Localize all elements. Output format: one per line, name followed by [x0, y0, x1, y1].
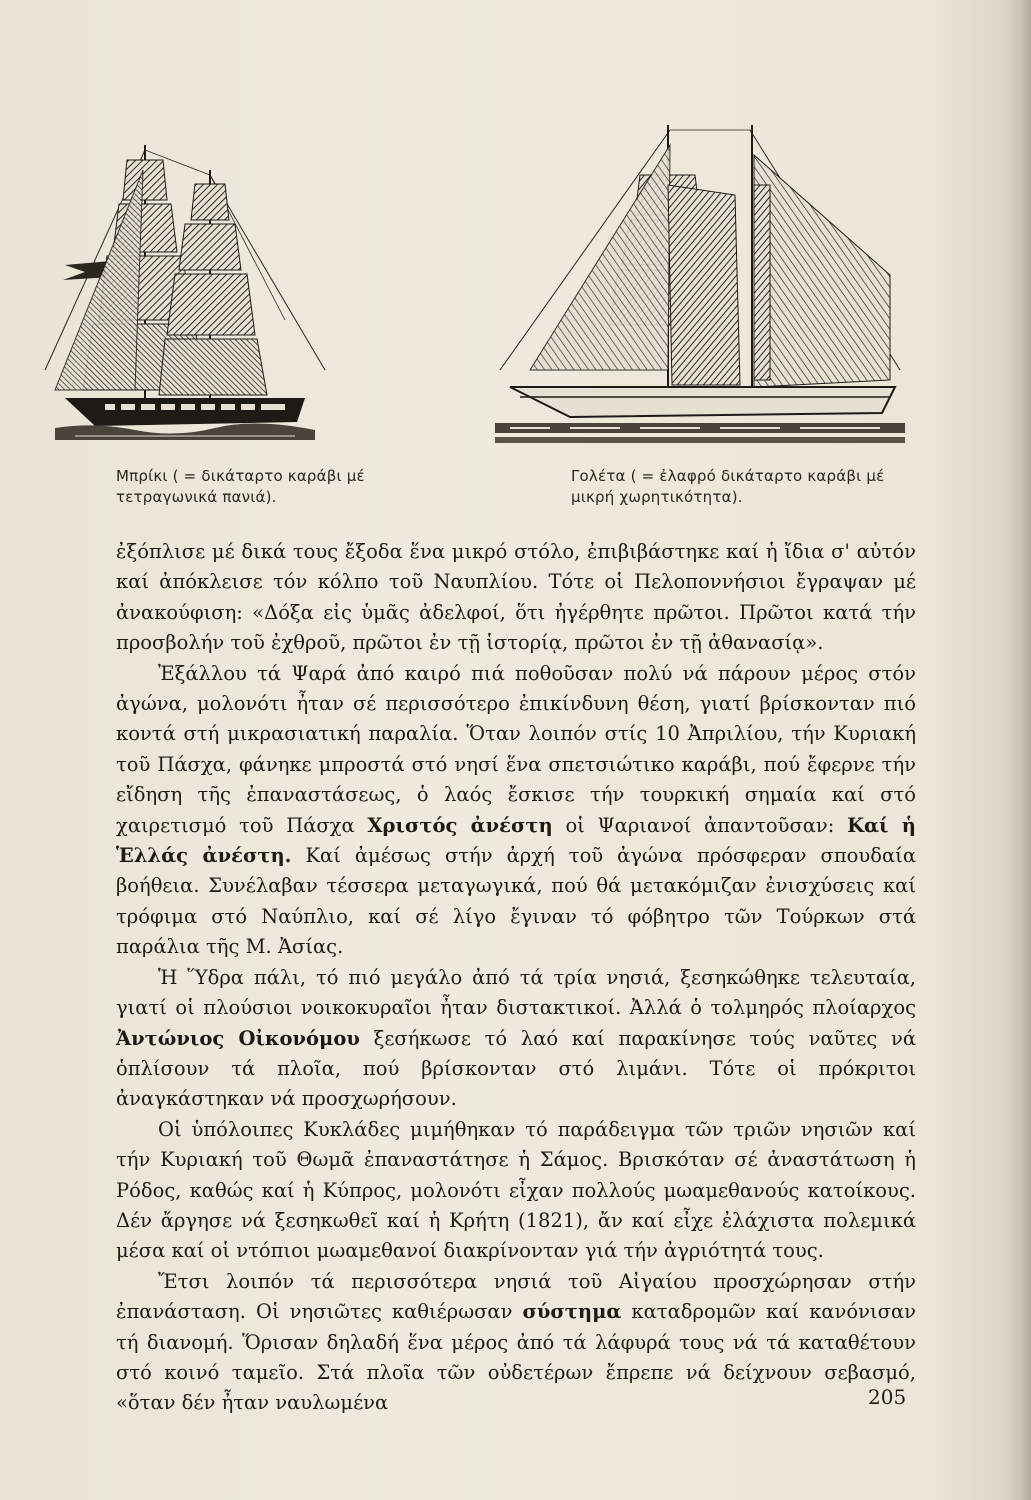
paragraph-2-text-c: οἱ Ψαριανοί ἀπαντοῦσαν:: [565, 813, 835, 837]
body-text: [116, 537, 916, 1419]
paragraph-3-text-c: ξεσήκωσε τό λαό καί παρακίνησε τούς ναῦτες νά ὁπλίσουν τά πλοῖα, πού βρίσκονταν στό λιμάνι. Τότε οἱ πρόκριτοι ἀναγκάστηκαν νά προσχωρήσουν.: [116, 1026, 917, 1111]
schooner-illustration: [490, 125, 910, 450]
paragraph-5-text-c: καταδρομῶν καί κανόνισαν τή διανομή. Ὅρισαν δηλαδή ἕνα μέρος ἀπό τά λάφυρά τους νά τά καταθέτουν στό κοινό ταμεῖο. Στά πλοῖα τῶν οὐδετέρων ἔπρεπε νά δείχνουν σεβασμό, «ὅταν δέν ἦταν ναυλωμένα: [116, 1300, 916, 1415]
paragraph-1: [116, 537, 916, 659]
brig-drawing: [35, 140, 335, 450]
caption-brig: Μπρίκι ( = δικάταρτο καράβι μέ τετραγωνικά πανιά).: [116, 467, 365, 506]
paragraph-4: [116, 1115, 916, 1267]
page-number: 205: [868, 1385, 907, 1409]
paragraph-4-text: Οἱ ὑπόλοιπες Κυκλάδες μιμήθηκαν τό παράδειγμα τῶν τριῶν νησιῶν καί τήν Κυριακή τοῦ Θωμᾶ ἐπαναστάτησε ἡ Σάμος. Βρισκόταν σέ ἀναστάτωση ἡ Ρόδος, καθώς καί ἡ Κύπρος, μολονότι εἶχαν πολλούς μωαμεθανούς κατοίκους. Δέν ἄργησε νά ξεσηκωθεῖ καί ἡ Κρήτη (1821), ἄν καί εἶχε ἐλάχιστα πολεμικά μέσα καί οἱ ντόπιοι μωαμεθανοί διακρίνονταν γιά τήν ἀγριότητά τους.: [116, 1117, 916, 1263]
paragraph-1-text: ἐξόπλισε μέ δικά τους ἔξοδα ἕνα μικρό στόλο, ἐπιβιβάστηκε καί ἡ ἴδια σ' αὐτόν καί ἀπόκλεισε τόν κόλπο τοῦ Ναυπλίου. Τότε οἱ Πελοποννήσιοι ἔγραψαν μέ ἀνακούφιση: «Δόξα εἰς ὑμᾶς ἀδελφοί, ὅτι ἠγέρθητε πρῶτοι. Πρῶτοι κατά τήν προσβολήν τοῦ ἐχθροῦ, πρῶτοι ἐν τῇ ἱστορίᾳ, πρῶτοι ἐν τῇ ἀθανασίᾳ».: [116, 540, 916, 655]
page-edge-shadow: [1003, 0, 1031, 1500]
paragraph-5: [116, 1267, 916, 1419]
bold-christos-anesti: Χριστός ἀνέστη: [367, 813, 553, 837]
paragraph-2: [116, 659, 916, 963]
paragraph-3-text-a: Ἡ Ὕδρα πάλι, τό πιό μεγάλο ἀπό τά τρία νησιά, ξεσηκώθηκε τελευταία, γιατί οἱ πλούσιοι νοικοκυραῖοι ἦταν διστακτικοί. Ἀλλά ὁ τολμηρός πλοίαρχος: [116, 965, 916, 1020]
brig-illustration: [35, 140, 335, 450]
caption-schooner: Γολέτα ( = ἐλαφρό δικάταρτο καράβι μέ μικρή χωρητικότητα).: [571, 467, 885, 506]
paragraph-5-text-a: Ἔτσι λοιπόν τά περισσότερα νησιά τοῦ Αἰγαίου προσχώρησαν στήν ἐπανάσταση. Οἱ νησιῶτες καθιέρωσαν: [116, 1269, 916, 1324]
bold-systima: σύστημα: [522, 1300, 622, 1324]
paragraph-3: [116, 963, 916, 1115]
bold-ellas-anesti: Καί ἡ Ἑλλάς ἀνέστη.: [116, 813, 916, 868]
paragraph-2-text-d: Καί ἀμέσως στήν ἀρχή τοῦ ἀγώνα πρόσφεραν σπουδαία βοήθεια. Συνέλαβαν τέσσερα μεταγωγικά, πού θά μετακόμιζαν ἐνισχύσεις καί τρόφιμα στό Ναύπλιο, καί σέ λίγο ἔγιναν τό φόβητρο τῶν Τούρκων στά παράλια τῆς Μ. Ἀσίας.: [116, 844, 916, 959]
schooner-drawing: [490, 125, 910, 450]
paragraph-2-text-a: Ἐξάλλου τά Ψαρά ἀπό καιρό πιά ποθοῦσαν πολύ νά πάρουν μέρος στόν ἀγώνα, μολονότι ἦταν σέ περισσότερο ἐπικίνδυνη θέση, γιατί βρίσκονταν πιό κοντά στή μικρασιατική παραλία. Ὅταν λοιπόν στίς 10 Ἀπριλίου, τήν Κυριακή τοῦ Πάσχα, φάνηκε μπροστά στό νησί ἕνα σπετσιώτικο καράβι, πού ἔφερνε τήν εἴδηση τῆς ἐπαναστάσεως, ὁ λαός ἔσκισε τήν τουρκική σημαία καί στό χαιρετισμό τοῦ Πάσχα: [116, 661, 916, 837]
bold-antonios-oikonomou: Ἀντώνιος Οἰκονόμου: [116, 1026, 360, 1050]
